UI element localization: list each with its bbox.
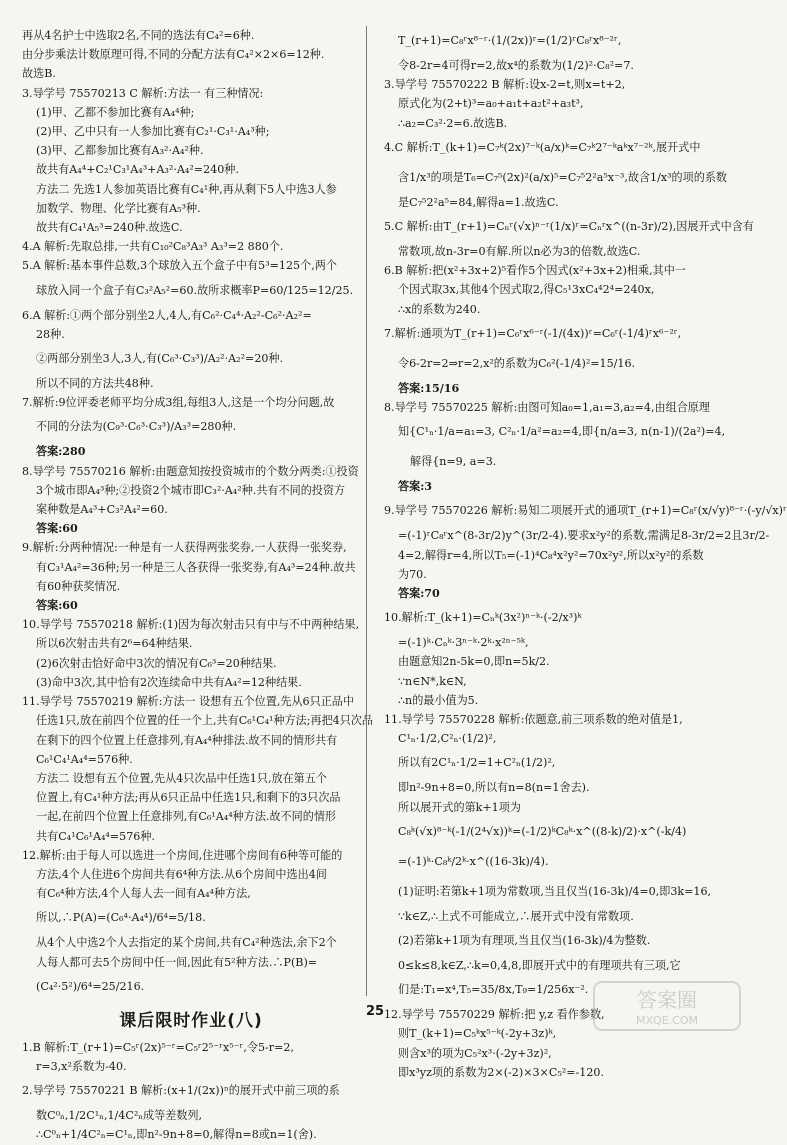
column-divider	[366, 26, 367, 996]
text-line: ②两部分别坐3人,3人,有(C₆³·C₃³)/A₂²·A₂²=20种.	[36, 352, 284, 366]
answer-line: 答案:3	[398, 480, 433, 494]
text-line: (3)甲、乙都参加比赛有A₃²·A₄²种.	[36, 144, 204, 158]
text-line: 6.A 解析:①两个部分别坐2人,4人,有C₆²·C₄⁴·A₂²-C₆²·A₂²=	[22, 308, 312, 322]
watermark-text: 答案圈	[637, 988, 697, 1012]
text-line: 常数项,故n-3r=0有解.所以n必为3的倍数,故选C.	[398, 245, 641, 259]
text-line: 球放入同一个盒子有C₃²A₅²=60.故所求概率P=60/125=12/25.	[36, 283, 354, 297]
text-line: 8.导学号 75570225 解析:由图可知a₀=1,a₁=3,a₂=4,由组合原理	[384, 401, 710, 415]
text-line: 方法,4个人住进6个房间共有6⁴种方法.从6个房间中选出4间	[36, 867, 327, 881]
text-line: 所以,∴P(A)=(C₆⁴·A₄⁴)/6⁴=5/18.	[36, 911, 206, 925]
text-line: 11.导学号 75570228 解析:依题意,前三项系数的绝对值是1,	[384, 713, 683, 727]
text-line: 是C₇⁵2²a⁵=84,解得a=1.故选C.	[398, 195, 559, 209]
text-line: 不同的分法为(C₉³·C₆³·C₃³)/A₃³=280种.	[36, 420, 237, 434]
text-line: 7.解析:通项为T_(r+1)=C₆ʳx⁶⁻ʳ(-1/(4x))ʳ=C₆ʳ(-1/4)ʳx⁶⁻²ʳ,	[384, 326, 682, 340]
text-line: 9.解析:分两种情况:一种是有一人获得两张奖券,一人获得一张奖券,	[22, 541, 347, 555]
text-line: 8.导学号 75570216 解析:由题意知按投资城市的个数分两类:①投资	[22, 464, 359, 478]
answer-line: 答案:60	[36, 599, 78, 613]
watermark-subtext: MXQE.COM	[636, 1014, 698, 1027]
text-line: 12.解析:由于每人可以选进一个房间,住进哪个房间有6种等可能的	[22, 848, 343, 862]
text-line: 从4个人中选2个人去指定的某个房间,共有C₄²种选法,余下2个	[36, 936, 337, 950]
text-line: 为70.	[398, 567, 427, 581]
text-line: 9.导学号 75570226 解析:易知二项展开式的通项T_(r+1)=C₈ʳ(x/√y)⁸⁻ʳ·(-y/√x)ʳ	[384, 504, 787, 518]
text-line: 所以不同的方法共48种.	[36, 377, 154, 391]
text-line: (2)若第k+1项为有理项,当且仅当(16-3k)/4为整数.	[398, 934, 651, 948]
text-line: 6.B 解析:把(x²+3x+2)⁵看作5个因式(x²+3x+2)相乘,其中一	[384, 264, 686, 278]
answer-line: 答案:15/16	[398, 381, 460, 395]
answer-line: 答案:70	[398, 587, 440, 601]
text-line: =(-1)ʳC₈ʳx^(8-3r/2)y^(3r/2-4).要求x²y²的系数,需满足8-3r/2=2且3r/2-	[398, 529, 770, 543]
text-line: 故共有C₄¹A₅³=240种.故选C.	[36, 221, 183, 235]
text-line: 即x³yz项的系数为2×(-2)×3×C₅²=-120.	[398, 1065, 604, 1079]
text-line: 有60种获奖情况.	[36, 579, 121, 593]
left-column	[22, 26, 374, 1145]
text-line: (1)甲、乙都不参加比赛有A₄⁴种;	[36, 105, 195, 119]
text-line: 11.导学号 75570219 解析:方法一 设想有五个位置,先从6只正品中	[22, 695, 354, 709]
text-line: T_(r+1)=C₈ʳx⁸⁻ʳ·(1/(2x))ʳ=(1/2)ʳC₈ʳx⁸⁻²ʳ,	[398, 34, 622, 47]
text-line: 3.导学号 75570222 B 解析:设x-2=t,则x=t+2,	[384, 78, 626, 92]
text-line: 再从4名护士中选取2名,不同的选法有C₄²=6种.	[22, 29, 255, 42]
text-line: (2)甲、乙中只有一人参加比赛有C₂¹·C₃¹·A₄³种;	[36, 125, 270, 139]
text-line: ∵n∈N*,k∈N,	[398, 674, 467, 688]
text-line: 加数学、物理、化学比赛有A₅³种.	[36, 201, 201, 215]
text-line: 由分步乘法计数原理可得,不同的分配方法有C₄²×2×6=12种.	[22, 48, 325, 62]
text-line: 个因式取3x,其他4个因式取2,得C₅¹3xC₄⁴2⁴=240x,	[398, 283, 655, 297]
text-line: 故共有A₄⁴+C₂¹C₃¹A₄³+A₃²·A₄²=240种.	[36, 163, 239, 177]
answer-line: 答案:60	[36, 522, 78, 536]
text-line: =(-1)ᵏ·C₈ᵏ/2ᵏ·x^((16-3k)/4).	[398, 854, 549, 868]
text-line: C₈ᵏ(√x)⁸⁻ᵏ(-1/(2⁴√x))ᵏ=(-1/2)ᵏC₈ᵏ·x^((8-k)/2)·x^(-k/4)	[398, 824, 687, 838]
page-number: 25	[365, 1004, 385, 1019]
text-line: C¹ₙ·1/2,C²ₙ·(1/2)²,	[398, 732, 497, 746]
text-line: ∵k∈Z,∴上式不可能成立,∴展开式中没有常数项.	[398, 909, 634, 923]
answer-line: 答案:280	[36, 445, 86, 459]
text-line: 即n²-9n+8=0,所以有n=8(n=1舍去).	[398, 781, 590, 795]
text-line: 0≤k≤8,k∈Z,∴k=0,4,8,即展开式中的有理项共有三项,它	[398, 959, 681, 973]
text-line: 由题意知2n-5k=0,即n=5k/2.	[398, 655, 550, 669]
text-line: 4.C 解析:T_(k+1)=C₇ᵏ(2x)⁷⁻ᵏ(a/x)ᵏ=C₇ᵏ2⁷⁻ᵏaᵏx⁷⁻²ᵏ,展开式中	[384, 140, 701, 154]
text-line: 所以有2C¹ₙ·1/2=1+C²ₙ(1/2)²,	[398, 756, 556, 770]
text-line: 数C⁰ₙ,1/2C¹ₙ,1/4C²ₙ成等差数列,	[36, 1109, 203, 1123]
text-line: 案种数是A₄³+C₃²A₄²=60.	[36, 503, 168, 517]
text-line: 5.A 解析:基本事件总数,3个球放入五个盒子中有5³=125个,两个	[22, 259, 337, 273]
text-line: 4.A 解析:先取总排,一共有C₁₀²C₈³A₃³ A₃³=2 880个.	[22, 240, 284, 254]
text-line: 则T_(k+1)=C₅ᵏx⁵⁻ᵏ(-2y+3z)ᵏ,	[398, 1027, 557, 1041]
text-line: (1)证明:若第k+1项为常数项,当且仅当(16-3k)/4=0,即3k=16,	[398, 884, 712, 898]
text-line: 解得{n=9, a=3.	[410, 455, 497, 469]
text-line: (3)命中3次,其中恰有2次连续命中共有A₄²=12种结果.	[36, 675, 302, 689]
text-line: 1.B 解析:T_(r+1)=C₅ʳ(2x)⁵⁻ʳ=C₅ʳ2⁵⁻ʳx⁵⁻ʳ,令5-r=2,	[22, 1040, 294, 1054]
text-line: (C₄²·5²)/6⁴=25/216.	[36, 979, 145, 993]
section-heading: 课后限时作业(八)	[119, 1010, 263, 1031]
text-line: 则含x³的项为C₅²x³·(-2y+3z)²,	[398, 1046, 552, 1060]
text-line: 方法二 设想有五个位置,先从4只次品中任选1只,放在第五个	[36, 771, 327, 785]
text-line: 10.导学号 75570218 解析:(1)因为每次射击只有中与不中两种结果,	[22, 618, 360, 632]
text-line: 12.导学号 75570229 解析:把 y,z 看作参数,	[384, 1008, 605, 1022]
text-line: =(-1)ᵏ·Cₙᵏ·3ⁿ⁻ᵏ·2ᵏ·x²ⁿ⁻⁵ᵏ,	[398, 636, 529, 650]
text-line: 令6-2r=2⇒r=2,x²的系数为C₆²(-1/4)²=15/16.	[398, 356, 636, 370]
text-line: 所以6次射击共有2⁶=64种结果.	[36, 637, 193, 651]
text-line: 们是:T₁=x⁴,T₅=35/8x,T₉=1/256x⁻².	[398, 983, 589, 997]
watermark-logo	[592, 980, 742, 1032]
text-line: r=3,x²系数为-40.	[36, 1059, 127, 1073]
text-line: 所以展开式的第k+1项为	[398, 800, 521, 814]
text-line: 原式化为(2+t)³=a₀+a₁t+a₂t²+a₃t³,	[398, 97, 584, 111]
right-column	[384, 26, 787, 1082]
text-line: 共有C₄¹C₆¹A₄⁴=576种.	[36, 829, 155, 843]
text-line: 2.导学号 75570221 B 解析:(x+1/(2x))ⁿ的展开式中前三项的系	[22, 1084, 340, 1098]
text-line: 28种.	[36, 327, 65, 341]
text-line: ∴C⁰ₙ+1/4C²ₙ=C¹ₙ,即n²-9n+8=0,解得n=8或n=1(舍).	[36, 1128, 317, 1142]
text-line: 故选B.	[22, 67, 56, 81]
text-line: 7.解析:9位评委老师平均分成3组,每组3人,这是一个均分问题,故	[22, 396, 335, 410]
text-line: 一起,在前四个位置上任意排列,有C₆¹A₄⁴种方法.故不同的情形	[36, 810, 337, 824]
text-line: 人每人都可去5个房间中任一间,因此有5²种方法.∴P(B)=	[36, 955, 318, 969]
text-line: 含1/x³的项是T₆=C₇⁵(2x)²(a/x)⁵=C₇⁵2²a⁵x⁻³,故含1/x³的项的系数	[398, 170, 728, 184]
text-line: 10.解析:T_(k+1)=Cₙᵏ(3x²)ⁿ⁻ᵏ·(-2/x³)ᵏ	[384, 611, 582, 625]
text-line: 3个城市即A₄³种;②投资2个城市即C₃²·A₄²种.共有不同的投资方	[36, 483, 346, 497]
text-line: 任选1只,放在前四个位置的任一个上,共有C₆¹C₄¹种方法;再把4只次品	[36, 714, 374, 728]
text-line: 有C₆⁴种方法,4个人每人去一间有A₄⁴种方法,	[36, 887, 251, 901]
text-line: 在剩下的四个位置上任意排列,有A₄⁴种排法.故不同的情形共有	[36, 733, 338, 747]
text-line: 有C₃¹A₄²=36种;另一种是三人各获得一张奖券,有A₄³=24种.故共	[36, 560, 356, 574]
text-line: 知{C¹ₙ·1/a=a₁=3, C²ₙ·1/a²=a₂=4,即{n/a=3, n(n-1)/(2a²)=4,	[398, 425, 726, 439]
text-line: 位置上,有C₄¹种方法;再从6只正品中任选1只,和剩下的3只次品	[36, 791, 341, 805]
text-line: ∴n的最小值为5.	[398, 693, 479, 707]
text-line: 3.导学号 75570213 C 解析:方法一 有三种情况:	[22, 86, 264, 100]
text-line: 5.C 解析:由T_(r+1)=Cₙʳ(√x)ⁿ⁻ʳ(1/x)ʳ=Cₙʳx^((n-3r)/2),因展开式中含有	[384, 220, 754, 234]
text-line: ∴a₂=C₃²·2=6.故选B.	[398, 116, 508, 130]
text-line: 方法二 先选1人参加英语比赛有C₄¹种,再从剩下5人中选3人参	[36, 182, 337, 196]
text-line: C₆¹C₄¹A₄⁴=576种.	[36, 752, 133, 766]
text-line: (2)6次射击恰好命中3次的情况有C₆³=20种结果.	[36, 656, 277, 670]
text-line: 4=2,解得r=4,所以T₅=(-1)⁴C₈⁴x²y²=70x²y²,所以x²y²的系数	[398, 548, 704, 562]
text-line: 令8-2r=4可得r=2,故x⁴的系数为(1/2)²·C₈²=7.	[398, 59, 634, 72]
text-line: ∴x的系数为240.	[398, 302, 481, 316]
